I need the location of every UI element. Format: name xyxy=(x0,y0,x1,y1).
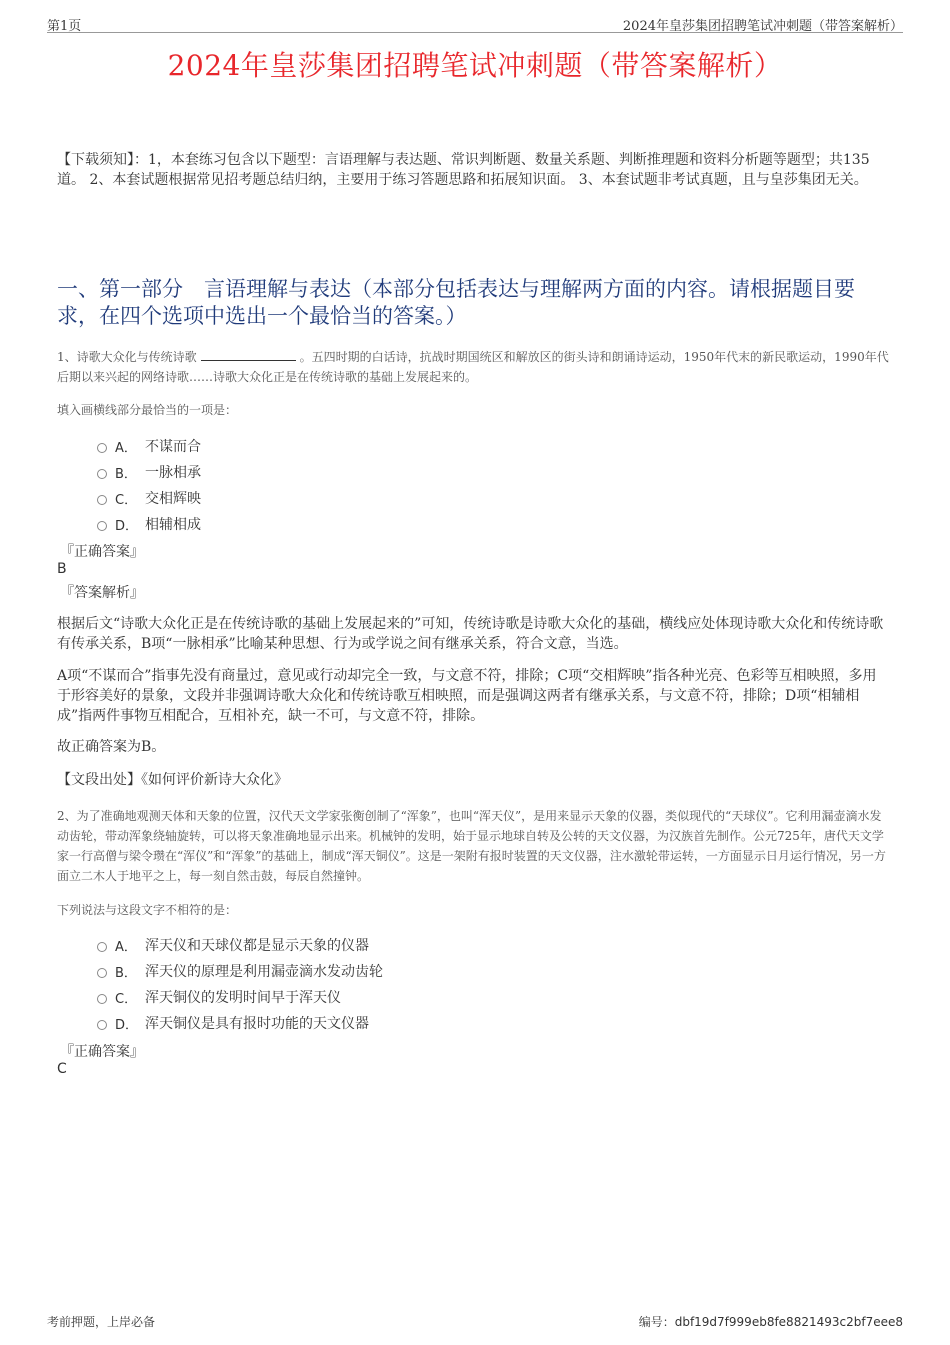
question-1-text-after: 。五四时期的白话诗，抗战时期国统区和解放区的街头诗和朗诵诗运动，1950年代末的新民歌运动，1990年代后期以来兴起的网络诗歌……诗歌大众化正是在传统诗歌的基础上发展起来的。 xyxy=(57,350,889,384)
question-1-source: 【文段出处】《如何评价新诗大众化》 xyxy=(57,772,288,788)
footer-slogan: 考前押题，上岸必备 xyxy=(47,1315,156,1329)
question-1-option-c[interactable] xyxy=(97,485,201,511)
question-1-analysis-label: 『答案解析』 xyxy=(60,585,144,601)
option-letter: D． xyxy=(115,1017,139,1033)
radio-icon[interactable] xyxy=(97,521,107,531)
header-doc-title: 2024年皇莎集团招聘笔试冲刺题（带答案解析） xyxy=(622,19,903,34)
question-2-option-b[interactable] xyxy=(97,958,383,984)
question-1-text xyxy=(57,347,890,387)
footer-code xyxy=(639,1313,903,1330)
option-letter: C． xyxy=(115,991,138,1007)
option-text: 交相辉映 xyxy=(145,491,201,507)
section-heading: 一、第一部分 言语理解与表达（本部分包括表达与理解两方面的内容。请根据题目要求，在四个选项中选出一个最恰当的答案。） xyxy=(57,277,855,328)
question-1-options xyxy=(97,433,201,537)
question-2-option-d[interactable] xyxy=(97,1010,383,1036)
option-text: 浑天铜仪是具有报时功能的天文仪器 xyxy=(145,1016,369,1032)
page-title: 2024年皇莎集团招聘笔试冲刺题（带答案解析） xyxy=(167,49,783,82)
option-text: 浑天仪和天球仪都是显示天象的仪器 xyxy=(145,938,369,954)
option-letter: D． xyxy=(115,518,139,534)
question-2-option-a[interactable] xyxy=(97,932,383,958)
option-text: 一脉相承 xyxy=(145,465,201,481)
radio-icon[interactable] xyxy=(97,469,107,479)
question-1-option-a[interactable] xyxy=(97,433,201,459)
option-letter: A． xyxy=(115,939,137,955)
option-text: 浑天仪的原理是利用漏壶滴水发动齿轮 xyxy=(145,964,383,980)
radio-icon[interactable] xyxy=(97,495,107,505)
radio-icon[interactable] xyxy=(97,994,107,1004)
question-2-answer: C xyxy=(57,1061,67,1077)
radio-icon[interactable] xyxy=(97,443,107,453)
question-1-answer: B xyxy=(57,561,67,577)
option-letter: B． xyxy=(115,466,137,482)
header-divider xyxy=(47,32,903,33)
question-2-text: 2、为了准确地观测天体和天象的位置，汉代天文学家张衡创制了“浑象”，也叫“浑天仪”，是用来显示天象的仪器，类似现代的“天球仪”。它利用漏壶滴水发动齿轮，带动浑象绕轴旋转，可以将天象准确地显示出来。机械钟的发明，始于显示地球自转及公转的天文仪器，为汉族首先制作。公元725年，唐代天文学家一行高僧与梁令瓒在“浑仪”和“浑象”的基础上，制成“浑天铜仪”。这是一架附有报时装置的天文仪器，注水激轮带运转，一方面显示日月运行情况，另一方面立二木人于地平之上，每一刻自然击鼓，每辰自然撞钟。 xyxy=(57,809,886,883)
radio-icon[interactable] xyxy=(97,942,107,952)
question-1-option-d[interactable] xyxy=(97,511,201,537)
footer-code-label: 编号： xyxy=(638,1315,675,1329)
radio-icon[interactable] xyxy=(97,1020,107,1030)
option-text: 相辅相成 xyxy=(145,517,201,533)
option-text: 不谋而合 xyxy=(145,439,201,455)
option-letter: A． xyxy=(115,440,137,456)
fill-blank xyxy=(201,348,296,361)
option-letter: B． xyxy=(115,965,137,981)
footer-code-value: dbf19d7f999eb8fe8821493c2bf7eee8 xyxy=(674,1315,903,1329)
question-1-analysis-paragraph-1: 根据后文“诗歌大众化正是在传统诗歌的基础上发展起来的”可知，传统诗歌是诗歌大众化的基础，横线应处体现诗歌大众化和传统诗歌有传承关系，B项“一脉相承”比喻某种思想、行为或学说之间有继承关系，符合文意，当选。 xyxy=(57,616,884,652)
download-notice: 【下载须知】：1，本套练习包含以下题型：言语理解与表达题、常识判断题、数量关系题、判断推理题和资料分析题等题型；共135道。 2、本套试题根据常见招考题总结归纳，主要用于练习答题思路和拓展知识面。 3、本套试题非考试真题，且与皇莎集团无关。 xyxy=(57,152,870,188)
question-2-answer-label: 『正确答案』 xyxy=(60,1044,144,1060)
option-text: 浑天铜仪的发明时间早于浑天仪 xyxy=(145,990,341,1006)
question-1-option-b[interactable] xyxy=(97,459,201,485)
page-number: 第1页 xyxy=(47,19,82,34)
question-1-answer-label: 『正确答案』 xyxy=(60,544,144,560)
question-1-conclusion: 故正确答案为B。 xyxy=(57,739,166,755)
question-1-prompt: 填入画横线部分最恰当的一项是： xyxy=(57,403,238,417)
radio-icon[interactable] xyxy=(97,968,107,978)
question-2-option-c[interactable] xyxy=(97,984,383,1010)
option-letter: C． xyxy=(115,492,138,508)
question-1-text-before: 1、诗歌大众化与传统诗歌 xyxy=(57,350,197,364)
question-2-prompt: 下列说法与这段文字不相符的是： xyxy=(57,903,238,917)
question-2-options xyxy=(97,932,383,1036)
question-1-analysis-paragraph-2: A项“不谋而合”指事先没有商量过，意见或行动却完全一致，与文意不符，排除；C项“交相辉映”指各种光亮、色彩等互相映照，多用于形容美好的景象，文段并非强调诗歌大众化和传统诗歌互相映照，而是强调这两者有继承关系，与文意不符，排除；D项“相辅相成”指两件事物互相配合，互相补充，缺一不可，与文意不符，排除。 xyxy=(57,668,877,724)
